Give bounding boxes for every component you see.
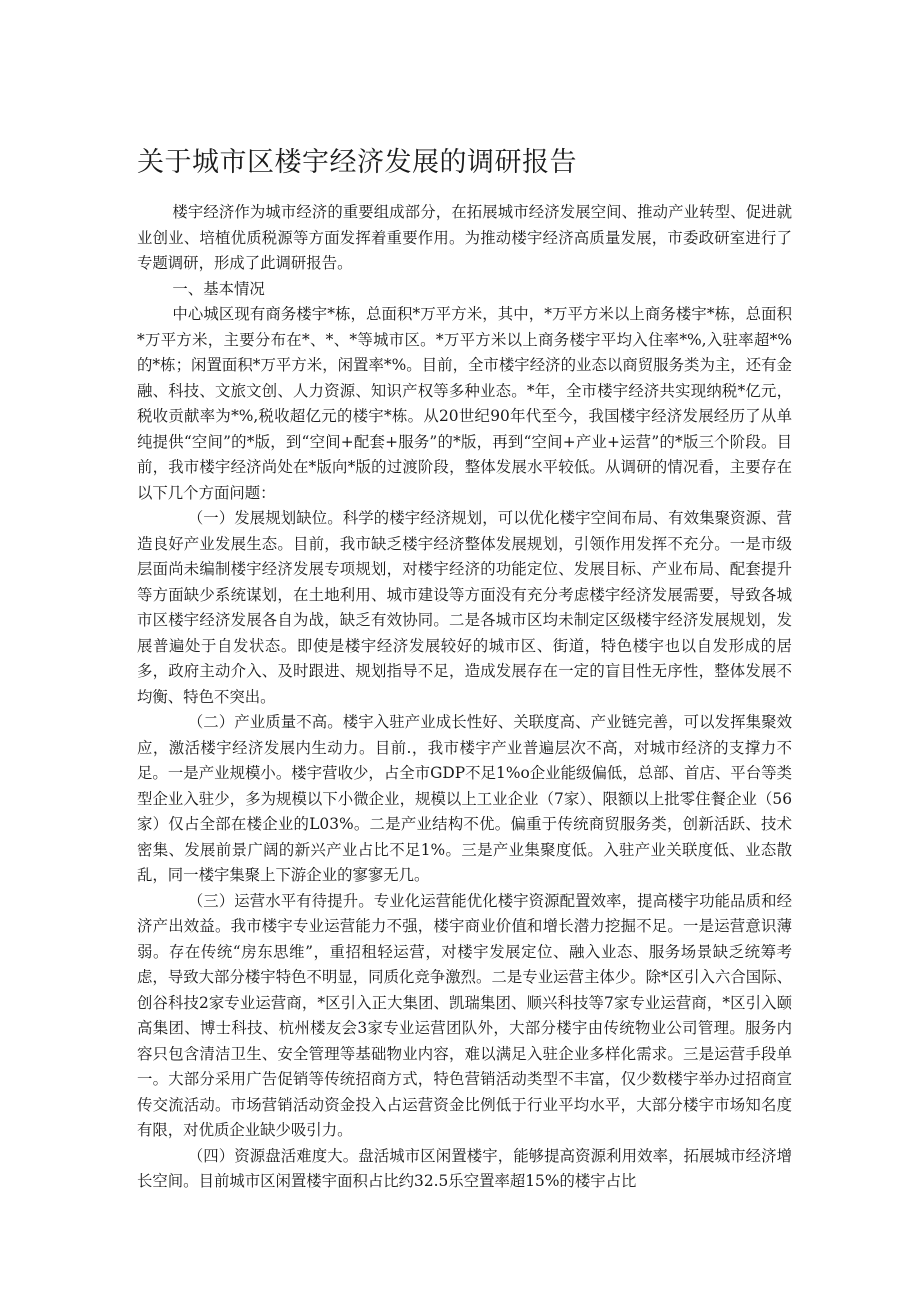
- intro-paragraph: 楼宇经济作为城市经济的重要组成部分，在拓展城市经济发展空间、推动产业转型、促进就业创业、培植优质税源等方面发挥着重要作用。为推动楼宇经济高质量发展，市委政研室进行了专题调研，形成了此调研报告。: [137, 203, 792, 272]
- section-heading-basic-situation: 一、基本情况: [172, 279, 265, 298]
- document-page: [137, 138, 792, 1195]
- subsection-planning: （一）发展规划缺位。科学的楼宇经济规划，可以优化楼宇空间布局、有效集聚资源、营造良好产业发展生态。目前，我市缺乏楼宇经济整体发展规划，引领作用发挥不充分。一是市级层面尚未编制楼宇经济发展专项规划，对楼宇经济的功能定位、发展目标、产业布局、配套提升等方面缺少系统谋划，在土地利用、城市建设等方面没有充分考虑楼宇经济发展需要，导致各城市区楼宇经济发展各自为战，缺乏有效协同。二是各城市区均未制定区级楼宇经济发展规划，发展普遍处于自发状态。即使是楼宇经济发展较好的城市区、街道，特色楼宇也以自发形成的居多，政府主动介入、及时跟进、规划指导不足，造成发展存在一定的盲目性无序性，整体发展不均衡、特色不突出。: [137, 509, 792, 706]
- subsection-operation-level: （三）运营水平有待提升。专业化运营能优化楼宇资源配置效率，提高楼宇功能品质和经济产出效益。我市楼宇专业运营能力不强，楼宇商业价值和增长潜力挖掘不足。一是运营意识薄弱。存在传统“房东思维”，重招租轻运营，对楼宇发展定位、融入业态、服务场景缺乏统筹考虑，导致大部分楼宇特色不明显，同质化竞争激烈。二是专业运营主体少。除*区引入六合国际、创谷科技2家专业运营商，*区引入正大集团、凯瑞集团、顺兴科技等7家专业运营商，*区引入颐高集团、博士科技、杭州楼友会3家专业运营团队外，大部分楼宇由传统物业公司管理。服务内容只包含清洁卫生、安全管理等基础物业内容，难以满足入驻企业多样化需求。三是运营手段单一。大部分采用广告促销等传统招商方式，特色营销活动类型不丰富，仅少数楼宇举办过招商宣传交流活动。市场营销活动资金投入占运营资金比例低于行业平均水平，大部分楼宇市场知名度有限，对优质企业缺少吸引力。: [137, 891, 792, 1139]
- subsection-industry-quality: （二）产业质量不高。楼宇入驻产业成长性好、关联度高、产业链完善，可以发挥集聚效应，激活楼宇经济发展内生动力。目前.，我市楼宇产业普遍层次不高，对城市经济的支撑力不足。一是产业规模小。楼宇营收少，占全市GDP不足1%o企业能级偏低，总部、首店、平台等类型企业入驻少，多为规模以下小微企业，规模以上工业企业（7家）、限额以上批零住餐企业（56家）仅占全部在楼企业的L03%。二是产业结构不优。偏重于传统商贸服务类，创新活跃、技术密集、发展前景广阔的新兴产业占比不足1%。三是产业集聚度低。入驻产业关联度低、业态散乱，同一楼宇集聚上下游企业的寥寥无几。: [137, 713, 792, 884]
- basic-situation-paragraph: 中心城区现有商务楼宇*栋，总面积*万平方米，其中，*万平方米以上商务楼宇*栋，总面积*万平方米，主要分布在*、*、*等城市区。*万平方米以上商务楼宇平均入住率*%,入驻率超*%的*栋；闲置面积*万平方米，闲置率*%。目前，全市楼宇经济的业态以商贸服务类为主，还有金融、科技、文旅文创、人力资源、知识产权等多种业态。*年，全市楼宇经济共实现纳税*亿元，税收贡献率为*%,税收超亿元的楼宇*栋。从20世纪90年代至今，我国楼宇经济发展经历了从单纯提供“空间”的*版，到“空间+配套+服务”的*版，再到“空间+产业+运营”的*版三个阶段。目前，我市楼宇经济尚处在*版向*版的过渡阶段，整体发展水平较低。从调研的情况看，主要存在以下几个方面问题：: [137, 305, 792, 502]
- document-title: 关于城市区楼宇经济发展的调研报告: [137, 147, 577, 178]
- subsection-resource-revitalization: （四）资源盘活难度大。盘活城市区闲置楼宇，能够提高资源利用效率，拓展城市经济增长空间。目前城市区闲置楼宇面积占比约32.5乐空置率超15%的楼宇占比: [137, 1146, 792, 1190]
